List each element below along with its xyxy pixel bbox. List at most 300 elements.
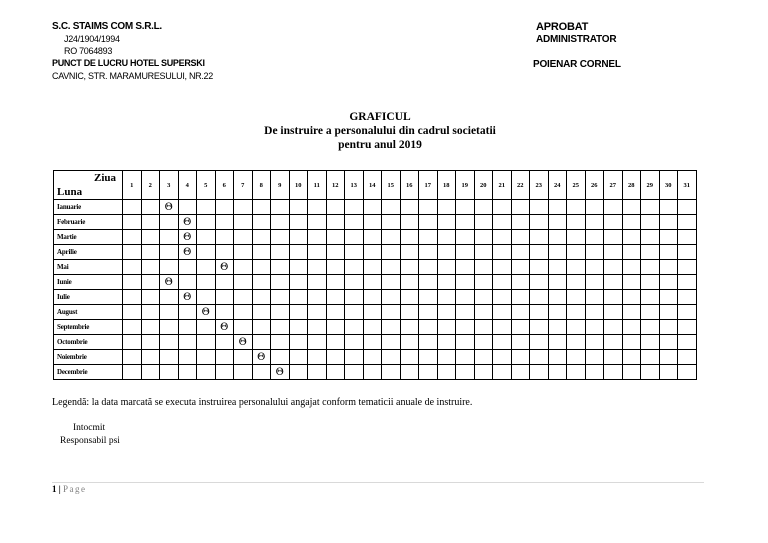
training-mark: Θ	[164, 201, 173, 213]
schedule-cell	[678, 275, 697, 290]
training-mark: Θ	[183, 216, 192, 228]
schedule-cell	[585, 245, 604, 260]
schedule-cell	[678, 335, 697, 350]
page-number: 1	[52, 484, 57, 494]
schedule-cell	[345, 260, 364, 275]
schedule-cell	[511, 350, 530, 365]
schedule-cell	[474, 245, 493, 260]
schedule-cell	[622, 215, 641, 230]
schedule-cell	[641, 215, 660, 230]
schedule-cell	[271, 275, 290, 290]
schedule-cell	[400, 320, 419, 335]
schedule-cell	[659, 230, 678, 245]
schedule-cell	[585, 260, 604, 275]
schedule-cell	[456, 275, 475, 290]
schedule-cell	[308, 245, 327, 260]
schedule-cell	[141, 275, 160, 290]
schedule-cell	[363, 260, 382, 275]
schedule-cell	[511, 215, 530, 230]
day-header-25: 25	[567, 171, 586, 200]
table-row	[54, 350, 697, 365]
training-mark: Θ	[183, 246, 192, 258]
approval-name: POIENAR CORNEL	[533, 59, 621, 70]
schedule-cell	[289, 245, 308, 260]
schedule-cell	[604, 200, 623, 215]
schedule-cell	[234, 365, 253, 380]
day-header-19: 19	[456, 171, 475, 200]
schedule-cell	[604, 230, 623, 245]
schedule-cell	[659, 245, 678, 260]
schedule-cell	[234, 275, 253, 290]
schedule-cell	[678, 200, 697, 215]
page-separator: |	[56, 484, 63, 494]
schedule-cell	[289, 320, 308, 335]
schedule-cell	[456, 320, 475, 335]
day-header-8: 8	[252, 171, 271, 200]
schedule-cell	[363, 245, 382, 260]
schedule-cell	[326, 335, 345, 350]
day-header-27: 27	[604, 171, 623, 200]
schedule-cell	[197, 215, 216, 230]
schedule-cell	[419, 260, 438, 275]
schedule-cell	[234, 230, 253, 245]
schedule-cell	[511, 275, 530, 290]
table-body	[54, 200, 697, 380]
schedule-cell	[308, 335, 327, 350]
schedule-cell	[289, 350, 308, 365]
table-row	[54, 305, 697, 320]
schedule-cell	[493, 305, 512, 320]
schedule-cell	[530, 200, 549, 215]
schedule-cell	[178, 275, 197, 290]
schedule-cell	[511, 305, 530, 320]
day-header-2: 2	[141, 171, 160, 200]
schedule-cell	[178, 305, 197, 320]
schedule-cell	[474, 320, 493, 335]
schedule-cell	[548, 290, 567, 305]
schedule-cell	[548, 305, 567, 320]
schedule-cell	[567, 275, 586, 290]
company-reg-number: J24/1904/1994	[64, 34, 120, 44]
schedule-cell	[400, 365, 419, 380]
schedule-cell	[604, 245, 623, 260]
schedule-cell	[511, 335, 530, 350]
company-name: S.C. STAIMS COM S.R.L.	[52, 21, 162, 32]
table-row	[54, 230, 697, 245]
company-work-point: PUNCT DE LUCRU HOTEL SUPERSKI	[52, 58, 205, 68]
schedule-cell	[678, 260, 697, 275]
schedule-cell	[308, 365, 327, 380]
schedule-cell	[252, 365, 271, 380]
schedule-cell	[271, 260, 290, 275]
schedule-cell	[567, 290, 586, 305]
schedule-cell	[252, 305, 271, 320]
schedule-cell	[382, 200, 401, 215]
schedule-cell	[308, 305, 327, 320]
schedule-cell	[567, 335, 586, 350]
schedule-cell	[363, 335, 382, 350]
schedule-cell	[252, 260, 271, 275]
schedule-cell	[530, 230, 549, 245]
schedule-cell	[493, 290, 512, 305]
schedule-cell	[308, 260, 327, 275]
schedule-cell	[622, 365, 641, 380]
schedule-cell	[419, 335, 438, 350]
day-header-4: 4	[178, 171, 197, 200]
schedule-cell	[419, 365, 438, 380]
schedule-cell	[197, 260, 216, 275]
schedule-cell	[326, 215, 345, 230]
schedule-cell	[419, 230, 438, 245]
day-header-10: 10	[289, 171, 308, 200]
month-name: Octombrie	[54, 335, 123, 350]
schedule-cell	[382, 245, 401, 260]
schedule-cell	[548, 335, 567, 350]
schedule-cell	[308, 320, 327, 335]
schedule-cell	[474, 260, 493, 275]
schedule-cell	[548, 260, 567, 275]
schedule-cell	[456, 290, 475, 305]
schedule-cell	[382, 215, 401, 230]
schedule-cell	[289, 305, 308, 320]
schedule-cell	[252, 335, 271, 350]
schedule-cell	[474, 335, 493, 350]
company-address: CAVNIC, STR. MARAMURESULUI, NR.22	[52, 71, 213, 81]
schedule-cell	[530, 365, 549, 380]
schedule-cell	[437, 245, 456, 260]
schedule-cell	[659, 305, 678, 320]
schedule-cell	[326, 365, 345, 380]
schedule-cell	[160, 200, 179, 215]
schedule-cell	[308, 290, 327, 305]
schedule-cell	[567, 320, 586, 335]
schedule-cell	[234, 320, 253, 335]
schedule-cell	[474, 365, 493, 380]
schedule-cell	[437, 200, 456, 215]
schedule-cell	[511, 365, 530, 380]
day-header-30: 30	[659, 171, 678, 200]
schedule-cell	[178, 260, 197, 275]
schedule-cell	[456, 365, 475, 380]
day-header-18: 18	[437, 171, 456, 200]
approval-status: APROBAT	[536, 21, 589, 33]
schedule-cell	[622, 275, 641, 290]
schedule-cell	[178, 200, 197, 215]
schedule-cell	[141, 245, 160, 260]
schedule-cell	[197, 320, 216, 335]
schedule-cell	[419, 320, 438, 335]
schedule-cell	[215, 290, 234, 305]
schedule-cell	[326, 245, 345, 260]
schedule-cell	[215, 320, 234, 335]
schedule-cell	[326, 200, 345, 215]
schedule-cell	[493, 230, 512, 245]
schedule-cell	[234, 350, 253, 365]
schedule-cell	[493, 365, 512, 380]
schedule-cell	[400, 305, 419, 320]
schedule-cell	[363, 320, 382, 335]
table-row	[54, 320, 697, 335]
schedule-cell	[160, 350, 179, 365]
schedule-cell	[178, 290, 197, 305]
schedule-cell	[345, 245, 364, 260]
schedule-cell	[511, 260, 530, 275]
schedule-cell	[622, 320, 641, 335]
schedule-cell	[197, 275, 216, 290]
schedule-cell	[289, 335, 308, 350]
schedule-cell	[530, 350, 549, 365]
legend-text: Legendă: la data marcată se executa instruirea personalului angajat conform tematicii anuale de instruire.	[52, 397, 473, 408]
schedule-cell	[345, 305, 364, 320]
month-name: Noiembrie	[54, 350, 123, 365]
day-header-23: 23	[530, 171, 549, 200]
schedule-cell	[234, 215, 253, 230]
schedule-cell	[548, 200, 567, 215]
schedule-cell	[530, 320, 549, 335]
schedule-cell	[659, 215, 678, 230]
schedule-cell	[382, 275, 401, 290]
schedule-cell	[604, 365, 623, 380]
schedule-cell	[382, 305, 401, 320]
schedule-cell	[289, 215, 308, 230]
schedule-cell	[400, 290, 419, 305]
schedule-cell	[474, 200, 493, 215]
schedule-cell	[382, 365, 401, 380]
schedule-cell	[141, 350, 160, 365]
schedule-cell	[345, 230, 364, 245]
day-header-7: 7	[234, 171, 253, 200]
company-vat: RO 7064893	[64, 46, 113, 56]
schedule-cell	[474, 215, 493, 230]
schedule-cell	[437, 275, 456, 290]
day-header-17: 17	[419, 171, 438, 200]
schedule-cell	[178, 335, 197, 350]
schedule-cell	[493, 335, 512, 350]
schedule-cell	[530, 305, 549, 320]
schedule-cell	[326, 260, 345, 275]
schedule-cell	[234, 245, 253, 260]
schedule-cell	[493, 215, 512, 230]
day-header-20: 20	[474, 171, 493, 200]
schedule-cell	[234, 335, 253, 350]
schedule-cell	[215, 275, 234, 290]
schedule-cell	[160, 260, 179, 275]
schedule-cell	[585, 290, 604, 305]
schedule-cell	[271, 290, 290, 305]
schedule-cell	[659, 350, 678, 365]
schedule-cell	[659, 335, 678, 350]
schedule-cell	[289, 260, 308, 275]
schedule-cell	[456, 230, 475, 245]
header-day-label: Ziua	[93, 172, 116, 184]
schedule-cell	[419, 305, 438, 320]
schedule-cell	[622, 260, 641, 275]
schedule-cell	[604, 275, 623, 290]
title-line-1: GRAFICUL	[349, 111, 411, 123]
schedule-cell	[141, 320, 160, 335]
schedule-cell	[363, 305, 382, 320]
schedule-cell	[437, 335, 456, 350]
day-header-9: 9	[271, 171, 290, 200]
schedule-cell	[548, 245, 567, 260]
schedule-cell	[437, 215, 456, 230]
schedule-cell	[456, 260, 475, 275]
schedule-cell	[252, 275, 271, 290]
schedule-cell	[567, 350, 586, 365]
schedule-cell	[308, 200, 327, 215]
schedule-cell	[585, 350, 604, 365]
schedule-cell	[474, 350, 493, 365]
schedule-cell	[234, 290, 253, 305]
schedule-cell	[622, 200, 641, 215]
schedule-cell	[437, 350, 456, 365]
schedule-cell	[215, 230, 234, 245]
schedule-cell	[234, 200, 253, 215]
schedule-cell	[474, 230, 493, 245]
schedule-cell	[345, 335, 364, 350]
schedule-cell	[678, 215, 697, 230]
schedule-cell	[493, 260, 512, 275]
day-header-22: 22	[511, 171, 530, 200]
schedule-cell	[641, 335, 660, 350]
schedule-cell	[289, 290, 308, 305]
training-mark: Θ	[220, 321, 229, 333]
schedule-cell	[141, 230, 160, 245]
schedule-cell	[622, 350, 641, 365]
schedule-cell	[456, 350, 475, 365]
day-header-29: 29	[641, 171, 660, 200]
schedule-cell	[456, 215, 475, 230]
schedule-cell	[548, 365, 567, 380]
training-mark: Θ	[275, 366, 284, 378]
schedule-cell	[641, 275, 660, 290]
schedule-cell	[585, 200, 604, 215]
schedule-cell	[382, 350, 401, 365]
schedule-cell	[382, 335, 401, 350]
schedule-cell	[678, 230, 697, 245]
month-name: Iunie	[54, 275, 123, 290]
schedule-cell	[585, 305, 604, 320]
approval-role: ADMINISTRATOR	[536, 34, 617, 45]
schedule-cell	[437, 320, 456, 335]
schedule-cell	[289, 365, 308, 380]
schedule-cell	[567, 365, 586, 380]
schedule-cell	[604, 350, 623, 365]
schedule-cell	[215, 245, 234, 260]
schedule-cell	[678, 305, 697, 320]
schedule-cell	[530, 275, 549, 290]
schedule-cell	[197, 335, 216, 350]
schedule-cell	[289, 230, 308, 245]
schedule-cell	[493, 245, 512, 260]
schedule-cell	[141, 200, 160, 215]
day-header-28: 28	[622, 171, 641, 200]
schedule-cell	[437, 230, 456, 245]
day-header-1: 1	[123, 171, 142, 200]
schedule-cell	[271, 230, 290, 245]
schedule-cell	[641, 305, 660, 320]
schedule-cell	[271, 215, 290, 230]
schedule-cell	[123, 230, 142, 245]
schedule-cell	[548, 275, 567, 290]
schedule-cell	[123, 200, 142, 215]
schedule-cell	[160, 335, 179, 350]
schedule-cell	[511, 200, 530, 215]
table-row	[54, 200, 697, 215]
schedule-cell	[326, 305, 345, 320]
schedule-cell	[215, 365, 234, 380]
schedule-cell	[678, 320, 697, 335]
schedule-cell	[493, 350, 512, 365]
training-mark: Θ	[183, 231, 192, 243]
schedule-cell	[400, 350, 419, 365]
training-mark: Θ	[164, 276, 173, 288]
schedule-cell	[585, 275, 604, 290]
schedule-cell	[437, 305, 456, 320]
month-name: Februarie	[54, 215, 123, 230]
schedule-cell	[530, 335, 549, 350]
schedule-cell	[308, 275, 327, 290]
schedule-cell	[456, 245, 475, 260]
day-header-6: 6	[215, 171, 234, 200]
schedule-cell	[326, 320, 345, 335]
month-name: Martie	[54, 230, 123, 245]
schedule-cell	[160, 305, 179, 320]
schedule-cell	[252, 230, 271, 245]
schedule-cell	[141, 335, 160, 350]
schedule-cell	[419, 275, 438, 290]
schedule-cell	[215, 350, 234, 365]
schedule-cell	[345, 365, 364, 380]
schedule-cell	[659, 200, 678, 215]
schedule-cell	[511, 320, 530, 335]
schedule-cell	[659, 275, 678, 290]
schedule-cell	[511, 290, 530, 305]
schedule-cell	[678, 245, 697, 260]
schedule-cell	[252, 320, 271, 335]
schedule-cell	[271, 320, 290, 335]
schedule-cell	[567, 245, 586, 260]
schedule-cell	[530, 215, 549, 230]
schedule-cell	[659, 260, 678, 275]
table-row	[54, 275, 697, 290]
schedule-cell	[419, 245, 438, 260]
schedule-cell	[567, 305, 586, 320]
schedule-cell	[141, 260, 160, 275]
month-name: Ianuarie	[54, 200, 123, 215]
schedule-cell	[197, 200, 216, 215]
schedule-cell	[123, 245, 142, 260]
schedule-cell	[678, 290, 697, 305]
schedule-cell	[400, 245, 419, 260]
schedule-cell	[585, 320, 604, 335]
schedule-cell	[345, 290, 364, 305]
day-header-11: 11	[308, 171, 327, 200]
schedule-cell	[178, 215, 197, 230]
schedule-cell	[474, 305, 493, 320]
schedule-cell	[567, 230, 586, 245]
schedule-cell	[548, 320, 567, 335]
schedule-cell	[419, 215, 438, 230]
schedule-cell	[622, 290, 641, 305]
schedule-cell	[271, 305, 290, 320]
schedule-cell	[289, 275, 308, 290]
schedule-cell	[382, 320, 401, 335]
schedule-cell	[160, 320, 179, 335]
schedule-cell	[548, 215, 567, 230]
schedule-cell	[622, 305, 641, 320]
schedule-cell	[308, 215, 327, 230]
